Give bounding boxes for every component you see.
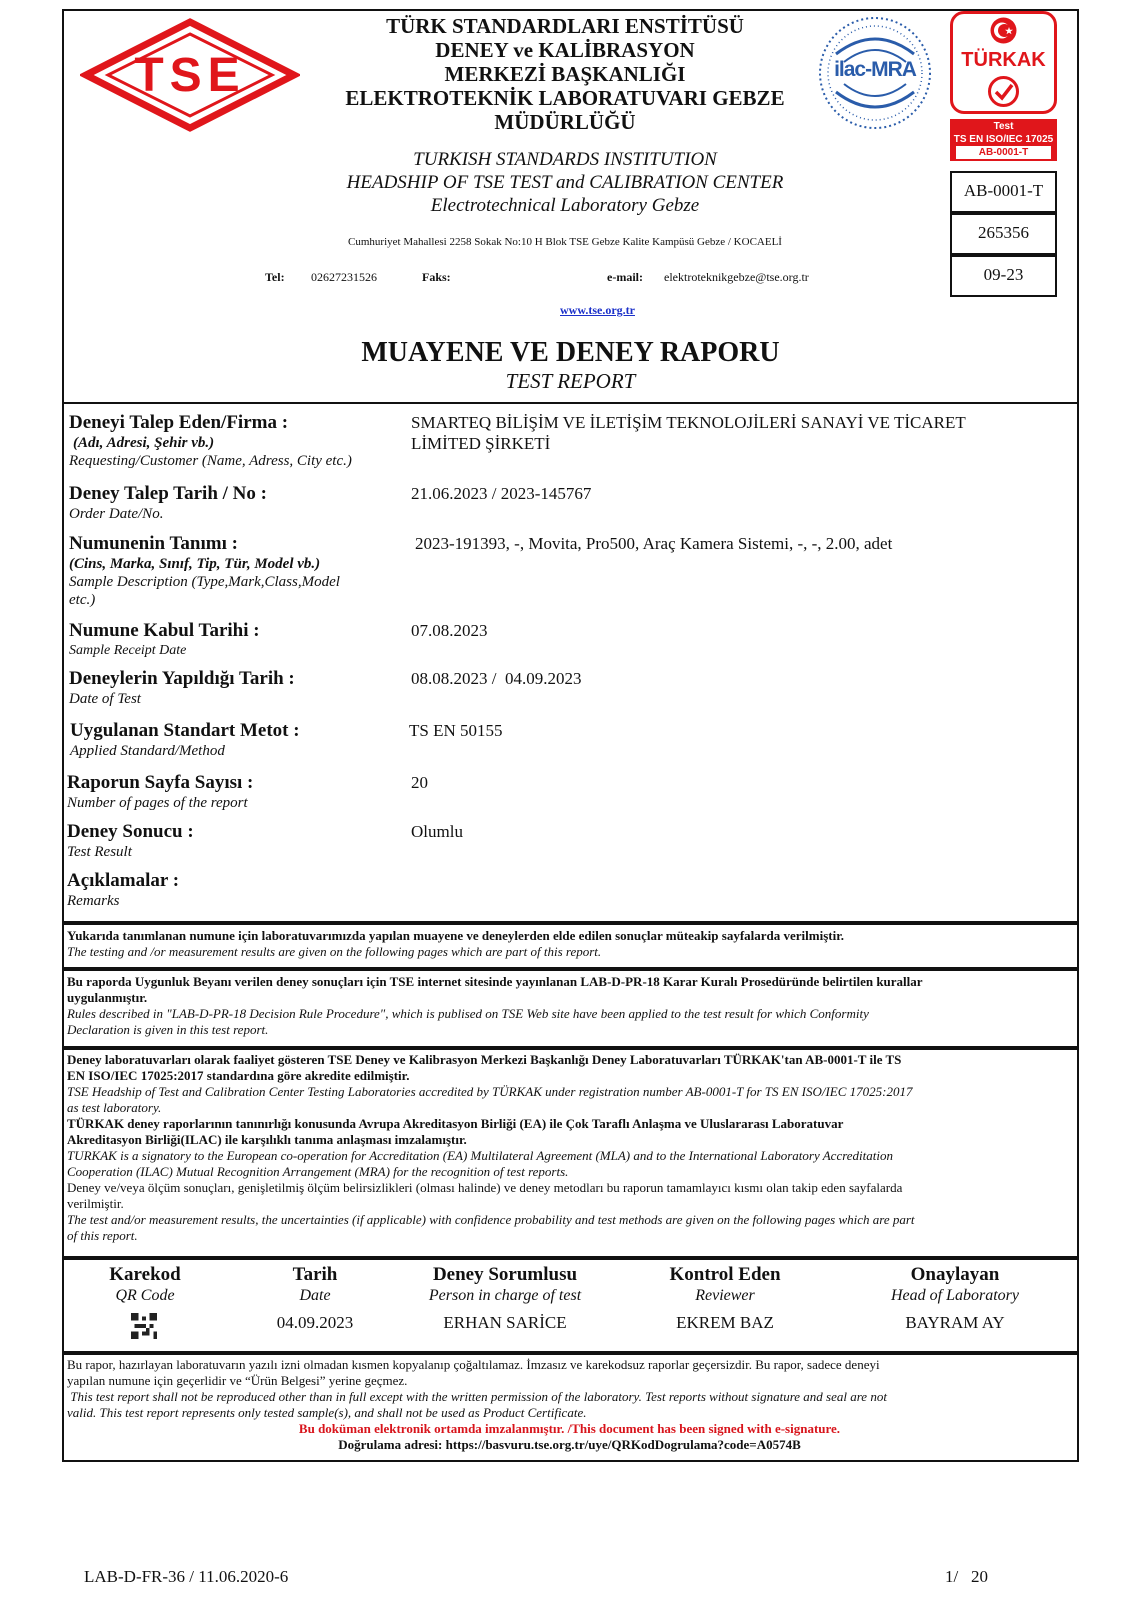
field-requester: Deneyi Talep Eden/Firma : (Adı, Adresi, Şehir vb.) Requesting/Customer (Name, Adress, City etc.)	[69, 412, 352, 469]
fields-box	[62, 402, 1079, 923]
report-period-box: 09-23	[950, 255, 1057, 297]
field-sample-value: 2023-191393, -, Movita, Pro500, Araç Kamera Sistemi, -, -, 2.00, adet	[415, 534, 893, 553]
field-standard-value: TS EN 50155	[409, 721, 503, 740]
sig-col-qr: Karekod QR Code	[109, 1264, 181, 1304]
field-requester-value: SMARTEQ BİLİŞİM VE İLETİŞİM TEKNOLOJİLERİ SANAYİ VE TİCARET LİMİTED ŞİRKETİ	[411, 413, 966, 453]
website-link[interactable]: www.tse.org.tr	[560, 303, 635, 317]
report-number-box: 265356	[950, 213, 1057, 255]
ilac-mra-logo	[816, 14, 934, 132]
field-testdate-value: 08.08.2023 / 04.09.2023	[411, 669, 582, 688]
report-title: MUAYENE VE DENEY RAPORU	[361, 337, 780, 368]
field-testdate: Deneylerin Yapıldığı Tarih : Date of Test	[69, 668, 295, 707]
tel-value: 02627231526	[311, 270, 377, 284]
verification-link[interactable]: Doğrulama adresi: https://basvuru.tse.org.tr/uye/QRKodDogrulama?code=A0574B	[338, 1437, 801, 1452]
sig-col-tester: Deney Sorumlusu Person in charge of test ERHAN SARİCE	[428, 1264, 582, 1332]
field-sample: Numunenin Tanımı : (Cins, Marka, Sınıf, Tip, Tür, Model vb.) Sample Description (Type,Mark,Class,Model etc.)	[69, 533, 340, 608]
turkak-text: TÜRKAK	[961, 49, 1046, 71]
report-subtitle: TEST REPORT	[505, 369, 636, 393]
tse-logo	[80, 18, 300, 133]
page-number: 1/	[945, 1567, 959, 1586]
turkak-badge: Test TS EN ISO/IEC 17025 AB-0001-T	[950, 119, 1057, 161]
field-pages-value: 20	[411, 773, 428, 792]
sig-col-reviewer: Kontrol Eden Reviewer EKREM BAZ	[669, 1264, 781, 1332]
tse-logo-text: TSE	[134, 49, 246, 102]
statement-results: Yukarıda tanımlanan numune için laboratuvarımızda yapılan muayene ve deneylerden elde edilen sonuçlar müteakip sayfalarda verilmiştir. The testing and /or measurement results are given on the following pages which are part of this report.	[67, 928, 845, 959]
page-total: 20	[971, 1567, 988, 1586]
sig-col-date: Tarih Date 04.09.2023	[276, 1264, 354, 1332]
esign-notice: Bu doküman elektronik ortamda imzalanmıştır. /This document has been signed with e-signature.	[298, 1421, 841, 1436]
field-receipt: Numune Kabul Tarihi : Sample Receipt Date	[69, 620, 260, 658]
footer-note: Bu rapor, hazırlayan laboratuvarın yazılı izni olmadan kısmen kopyalanıp çoğaltılamaz. İmzasız ve karekodsuz raporlar geçersizdir. Bu rapor, sadece deneyi yapılan numune için geçerlidir ve “Ürün Belgesi” yerine geçmez. This test report shall not be reproduced other than in full except with the written permission of the laboratory. Test reports without signature and seal are not valid. This test report represents only tested sample(s), and shall not be used as Product Certificate. Bu doküman elektronik ortamda imzalanmıştır. /This document has been signed with e-signature. Doğrulama adresi: https://basvuru.tse.org.tr/uye/QRKodDogrulama?code=A0574B	[67, 1357, 1072, 1453]
check-circle-icon	[987, 75, 1020, 108]
field-receipt-value: 07.08.2023	[411, 621, 488, 640]
email-label: e-mail:	[607, 270, 643, 284]
turkak-logo	[950, 11, 1057, 164]
sig-col-approver: Onaylayan Head of Laboratory BAYRAM AY	[891, 1264, 1019, 1332]
statement-accreditation: Deney laboratuvarları olarak faaliyet gösteren TSE Deney ve Kalibrasyon Merkezi Başkanlığı Deney Laboratuvarları TÜRKAK'tan AB-0001-T ile TS EN ISO/IEC 17025:2017 standardına göre akredite edilmiştir. TSE Headship of Test and Calibration Center Testing Laboratories accredited by TÜRKAK under registration number AB-0001-T for TS EN ISO/IEC 17025:2017 as test laboratory. TÜRKAK deney raporlarının tanınırlığı konusunda Avrupa Akreditasyon Birliği (EA) ile Çok Taraflı Anlaşma ve Uluslararası Laboratuvar Akreditasyon Birliği(ILAC) ile karşılıklı tanıma anlaşması imzalamıştır. TURKAK is a signatory to the European co-operation for Accreditation (EA) Multilateral Agreement (MLA) and to the International Laboratory Accreditation Cooperation (ILAC) Mutual Recognition Arrangement (MRA) for the recognition of test reports. Deney ve/veya ölçüm sonuçları, genişletilmiş ölçüm belirsizlikleri (olması halinde) ve deney metodları bu raporun tamamlayıcı kısmı olan takip eden sayfalarda verilmiştir. The test and/or measurement results, the uncertainties (if applicable) with confidence probability and test methods are given on the following pages which are part of this report.	[67, 1052, 915, 1243]
accreditation-code-box: AB-0001-T	[950, 171, 1057, 213]
field-pages: Raporun Sayfa Sayısı : Number of pages of the report	[67, 772, 254, 811]
statement-decision: Bu raporda Uygunluk Beyanı verilen deney sonuçları için TSE internet sitesinde yayınlanan LAB-D-PR-18 Karar Kuralı Prosedüründe belirtilen kurallar uygulanmıştır. Rules described in "LAB-D-PR-18 Decision Rule Procedure", which is publised on TSE Web site have been applied to the test result for which Conformity Declaration is given in this test report.	[67, 974, 923, 1037]
field-order-value: 21.06.2023 / 2023-145767	[411, 484, 592, 503]
tel-label: Tel:	[265, 270, 285, 284]
ilac-mra-text: ilac-MRA	[834, 58, 916, 81]
field-remarks: Açıklamalar : Remarks	[67, 870, 180, 909]
address: Cumhuriyet Mahallesi 2258 Sokak No:10 H Blok TSE Gebze Kalite Kampüsü Gebze / KOCAELİ	[348, 236, 782, 248]
qr-code-icon[interactable]	[130, 1313, 158, 1339]
form-code: LAB-D-FR-36 / 11.06.2020-6	[84, 1567, 289, 1586]
field-standard: Uygulanan Standart Metot : Applied Standard/Method	[70, 720, 300, 759]
institution-title-tr: TÜRK STANDARDLARI ENSTİTÜSÜ DENEY ve KALİBRASYON MERKEZİ BAŞKANLIĞI ELEKTROTEKNİK LABORATUVARI GEBZE MÜDÜRLÜĞÜ	[345, 14, 785, 134]
field-result-value: Olumlu	[411, 822, 463, 841]
email-value[interactable]: elektroteknikgebze@tse.org.tr	[664, 270, 809, 284]
crescent-star-icon	[990, 17, 1017, 44]
field-order: Deney Talep Tarih / No : Order Date/No.	[69, 483, 267, 522]
institution-title-en: TURKISH STANDARDS INSTITUTION HEADSHIP OF TSE TEST and CALIBRATION CENTER Electrotechnical Laboratory Gebze	[346, 149, 784, 216]
fax-label: Faks:	[422, 270, 451, 284]
field-result: Deney Sonucu : Test Result	[67, 821, 194, 860]
